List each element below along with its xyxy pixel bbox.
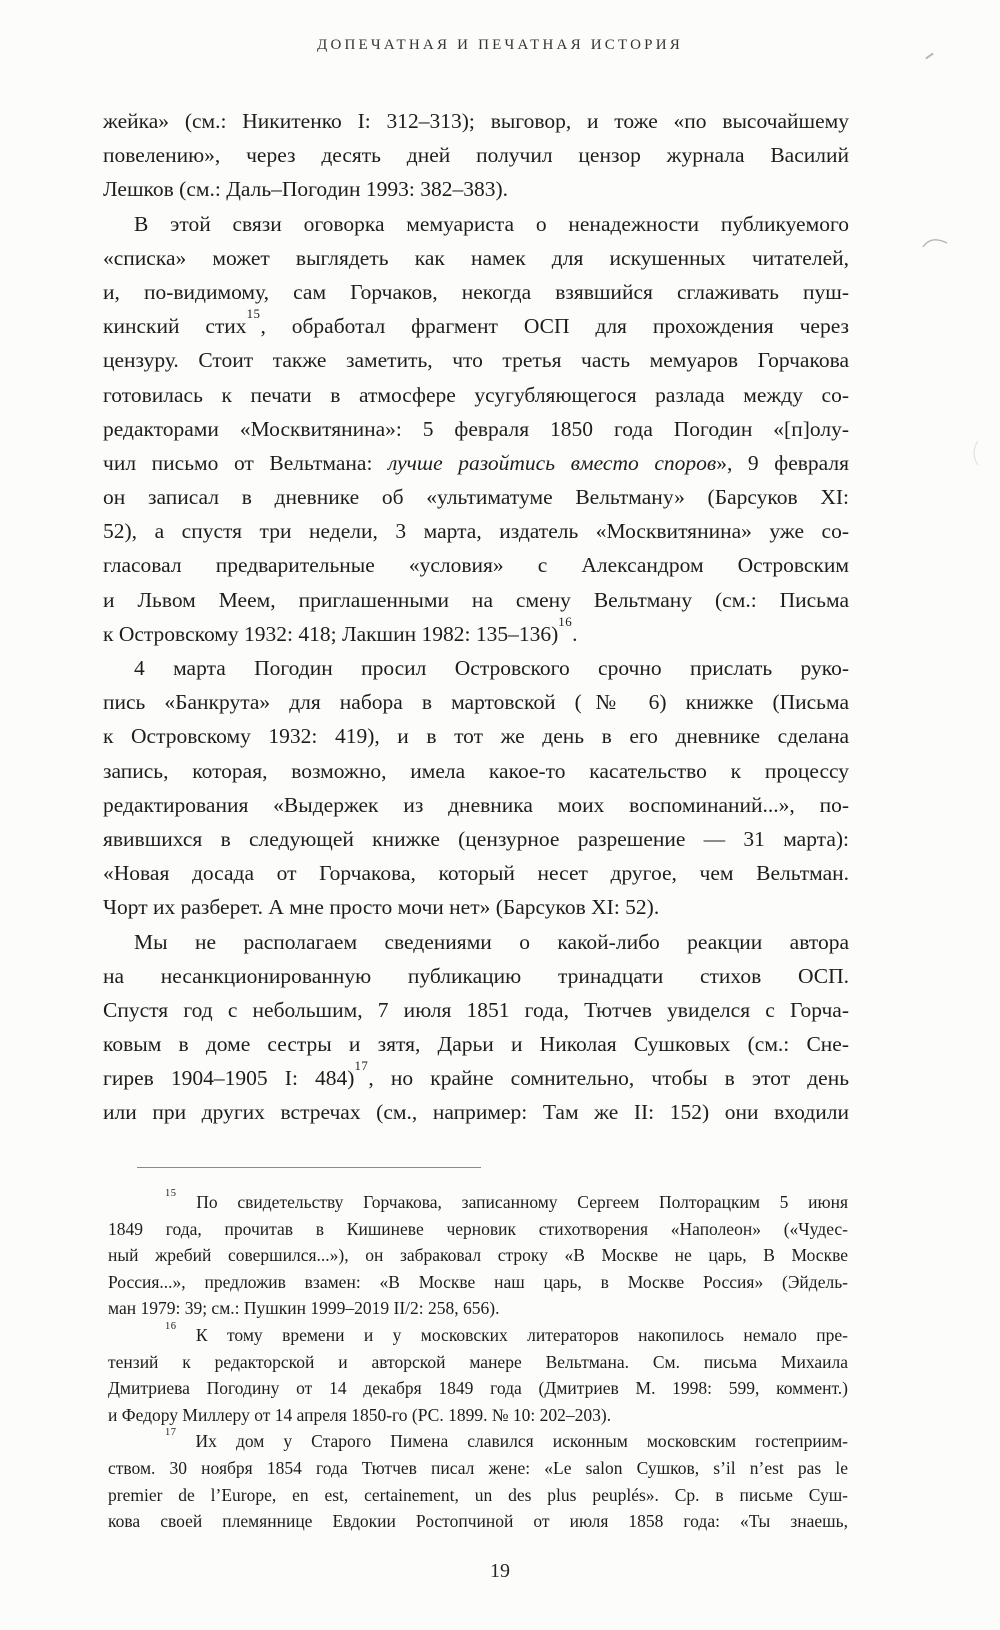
footnote-line: ный жребий совершился...»), он забраковал строку «В Москве не царь, В Москве xyxy=(108,1245,848,1266)
footnotes xyxy=(108,1189,848,1535)
body-text-line: готовилась к печати в атмосфере усугубляющегося разлада между со- xyxy=(103,382,849,407)
body-text-line: жейка» (см.: Никитенко I: 312–313); выговор, и тоже «по высочайшему xyxy=(103,109,849,133)
italic-quote: лучше разойтись вместо споров xyxy=(388,450,717,475)
body-text-line: или при других встречах (см., например: Там же II: 152) они входили xyxy=(103,1100,849,1125)
footnote-line: Дмитриева Погодину от 14 декабря 1849 года (Дмитриев М. 1998: 599, коммент.) xyxy=(108,1378,848,1399)
body-text-line: редактирования «Выдержек из дневника моих воспоминаний...», по- xyxy=(103,792,849,817)
body-text xyxy=(103,104,849,1130)
body-text-line: гирев 1904–1905 I: 484)$^{17}$, но крайне сомнительно, чтобы в этот день xyxy=(103,1059,850,1091)
footnote-line: $^{16}$ К тому времени и у московских литераторов накопилось немало пре- xyxy=(165,1320,848,1345)
body-text-line: Чорт их разберет. А мне просто мочи нет» (Барсуков XI: 52). xyxy=(103,895,660,920)
body-text-line: ковым в доме сестры и зятя, Дарьи и Николая Сушковых (см.: Сне- xyxy=(103,1032,849,1057)
body-text-line: редакторами «Москвитянина»: 5 февраля 1850 года Погодин «[п]олу- xyxy=(103,416,849,441)
footnote-line: premier de l’Europe, en est, certainement, un des plus peuplés». Ср. в письме Суш- xyxy=(108,1484,848,1505)
body-text-line: «Новая досада от Горчакова, который несет другое, чем Вельтман. xyxy=(103,861,849,886)
footnote-line: ством. 30 ноября 1854 года Тютчев писал жене: «Le salon Сушков, s’il n’est pas le xyxy=(108,1457,848,1478)
body-text-line: на несанкционированную публикацию тринадцати стихов ОСП. xyxy=(103,963,849,988)
body-text-line: и Львом Меем, приглашенными на смену Вельтману (см.: Письма xyxy=(103,587,849,612)
footnote-separator xyxy=(137,1167,481,1168)
page-number: 19 xyxy=(490,1560,510,1582)
body-text-line: он записал в дневнике об «ультиматуме Вельтману» (Барсуков XI: xyxy=(103,485,849,510)
body-text-line: пись «Банкрута» для набора в мартовской (№ 6) книжке (Письма xyxy=(103,690,849,715)
footnote-line: ман 1979: 39; см.: Пушкин 1999–2019 II/2: 258, 656). xyxy=(108,1298,500,1319)
footnote-ref-15: 15 xyxy=(246,307,261,322)
body-text-line: чил письмо от Вельтмана: лучше разойтись вместо споров», 9 февраля xyxy=(103,450,849,475)
body-text-line: Мы не располагаем сведениями о какой-либо реакции автора xyxy=(134,929,849,954)
body-text-line: к Островскому 1932: 418; Лакшин 1982: 135–136)$^{16}$. xyxy=(103,614,578,646)
body-text-line: Спустя год с небольшим, 7 июля 1851 года, Тютчев увиделся с Горча- xyxy=(103,997,849,1022)
footnote-line: Россия...», предложив взамен: «В Москве наш царь, в Москве Россия» (Эйдель- xyxy=(108,1271,848,1292)
footnote-line: $^{17}$ Их дом у Старого Пимена славился исконным московским гостеприим- xyxy=(165,1427,848,1452)
body-text-line: «списка» может выглядеть как намек для искушенных читателей, xyxy=(103,245,849,270)
body-text-line: повелению», через десять дней получил цензор журнала Василий xyxy=(103,143,849,168)
footnote-ref-15: 15 xyxy=(165,1187,177,1199)
running-head: ДОПЕЧАТНАЯ И ПЕЧАТНАЯ ИСТОРИЯ xyxy=(317,37,683,53)
body-text-line: Лешков (см.: Даль–Погодин 1993: 382–383). xyxy=(103,177,509,202)
scan-artifact-edge-mark xyxy=(968,440,980,466)
footnote-line: тензий к редакторской и авторской манере Вельтмана. См. письма Михаила xyxy=(108,1351,848,1372)
body-text-line: явившихся в следующей книжке (цензурное разрешение — 31 марта): xyxy=(103,826,849,851)
body-text-line: гласовал предварительные «условия» с Александром Островским xyxy=(103,553,849,578)
scan-artifact-curve xyxy=(922,234,948,250)
footnote-line: кова своей племяннице Евдокии Ростопчиной от июля 1858 года: «Ты знаешь, xyxy=(108,1511,848,1532)
footnote-line: и Федору Миллеру от 14 апреля 1850-го (РС. 1899. № 10: 202–203). xyxy=(108,1404,612,1425)
footnote-ref-16: 16 xyxy=(558,614,573,629)
body-text-line: и, по-видимому, сам Горчаков, некогда взявшийся сглаживать пуш- xyxy=(103,279,849,304)
footnote-ref-17: 17 xyxy=(354,1059,369,1074)
body-text-line: к Островскому 1932: 419), и в тот же день в его дневнике сделана xyxy=(103,724,849,749)
body-text-line: 52), а спустя три недели, 3 марта, издатель «Москвитянина» уже со- xyxy=(103,519,849,544)
body-text-line: запись, которая, возможно, имела какое-то касательство к процессу xyxy=(103,758,849,783)
body-text-line: цензуру. Стоит также заметить, что третья часть мемуаров Горчакова xyxy=(103,348,849,373)
footnote-line: $^{15}$ По свидетельству Горчакова, записанному Сергеем Полторацким 5 июня xyxy=(165,1187,848,1212)
footnote-ref-16: 16 xyxy=(165,1320,177,1332)
body-text-line: кинский стих$^{15}$, обработал фрагмент ОСП для прохождения через xyxy=(103,307,849,339)
footnote-line: 1849 года, прочитав в Кишиневе черновик стихотворения «Наполеон» («Чудес- xyxy=(108,1218,848,1239)
body-text-line: В этой связи оговорка мемуариста о ненадежности публикуемого xyxy=(134,211,849,236)
body-text-line: 4 марта Погодин просил Островского срочно прислать руко- xyxy=(134,656,849,680)
footnote-ref-17: 17 xyxy=(165,1427,177,1439)
